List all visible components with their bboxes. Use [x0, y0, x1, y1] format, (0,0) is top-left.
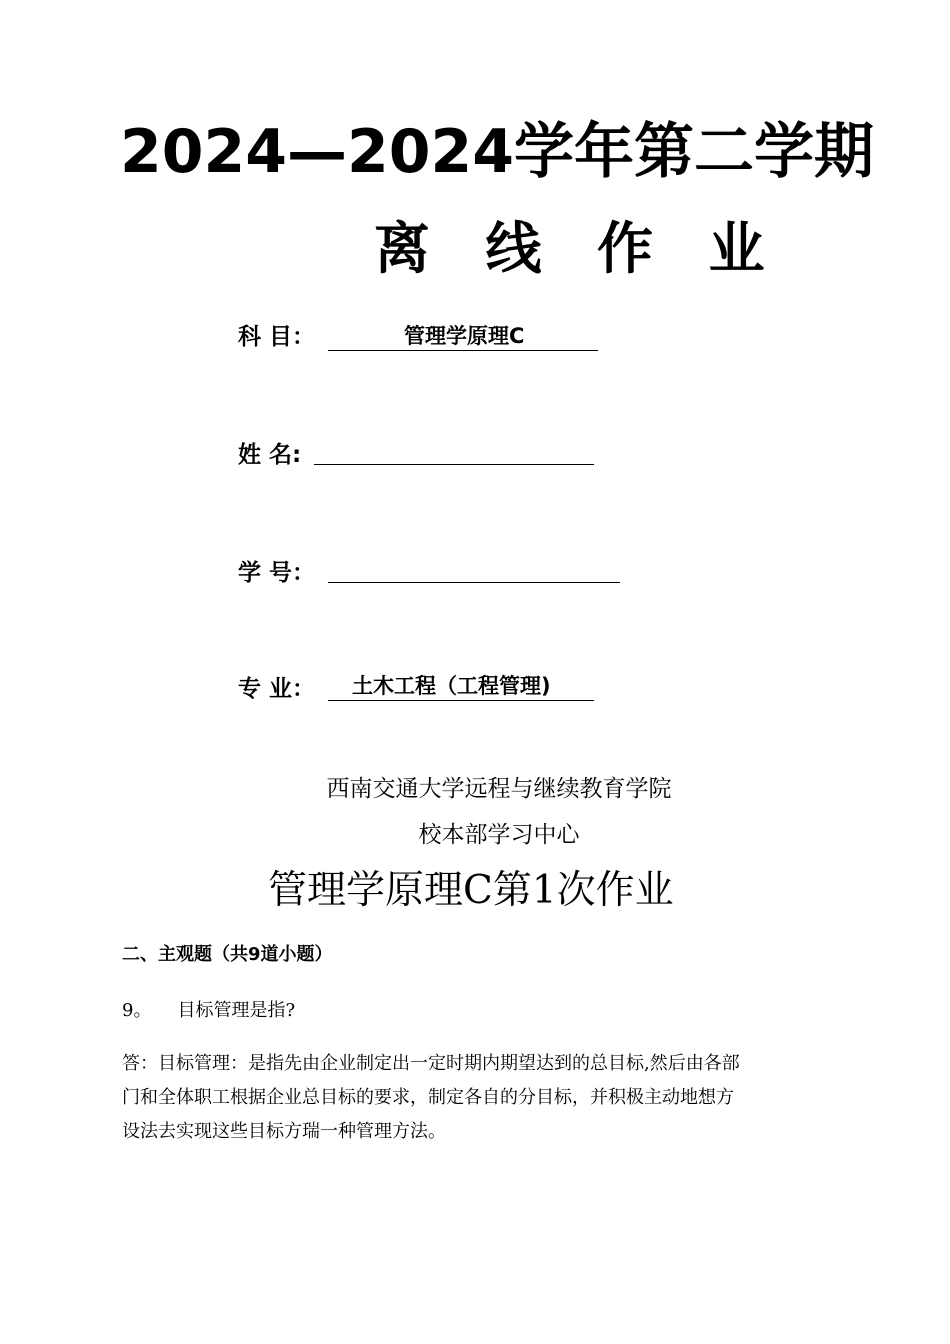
page-subtitle: 离 线 作 业	[374, 217, 783, 282]
student-id-label: 学 号：	[238, 560, 316, 586]
major-label: 专 业：	[238, 676, 316, 702]
answer-block	[122, 1047, 802, 1149]
student-id-field[interactable]	[328, 554, 620, 583]
question	[122, 998, 295, 1024]
major-value: 土木工程（工程管理)	[352, 674, 551, 698]
subject-field[interactable]	[328, 322, 598, 351]
subject-label: 科 目：	[238, 324, 316, 350]
answer-line: 设法去实现这些目标方瑞一种管理方法。	[122, 1121, 446, 1142]
question-number: 9。	[122, 1000, 152, 1021]
name-field[interactable]	[314, 436, 594, 465]
section-heading: 二、主观题（共9道小题）	[122, 944, 333, 965]
major-field[interactable]	[328, 672, 594, 701]
school-name: 西南交通大学远程与继续教育学院	[326, 776, 672, 802]
learning-center: 校本部学习中心	[418, 822, 580, 848]
answer-line: 答：目标管理：是指先由企业制定出一定时期内期望达到的总目标,然后由各部	[122, 1053, 740, 1074]
subject-value: 管理学原理C	[404, 324, 525, 348]
question-text: 目标管理是指?	[177, 1000, 296, 1021]
page-title: 2024—2024学年第二学期	[120, 117, 874, 187]
name-label: 姓 名:	[238, 442, 302, 468]
assignment-title: 管理学原理C第1次作业	[268, 868, 674, 913]
answer-line: 门和全体职工根据企业总目标的要求，制定各自的分目标，并积极主动地想方	[122, 1087, 734, 1108]
